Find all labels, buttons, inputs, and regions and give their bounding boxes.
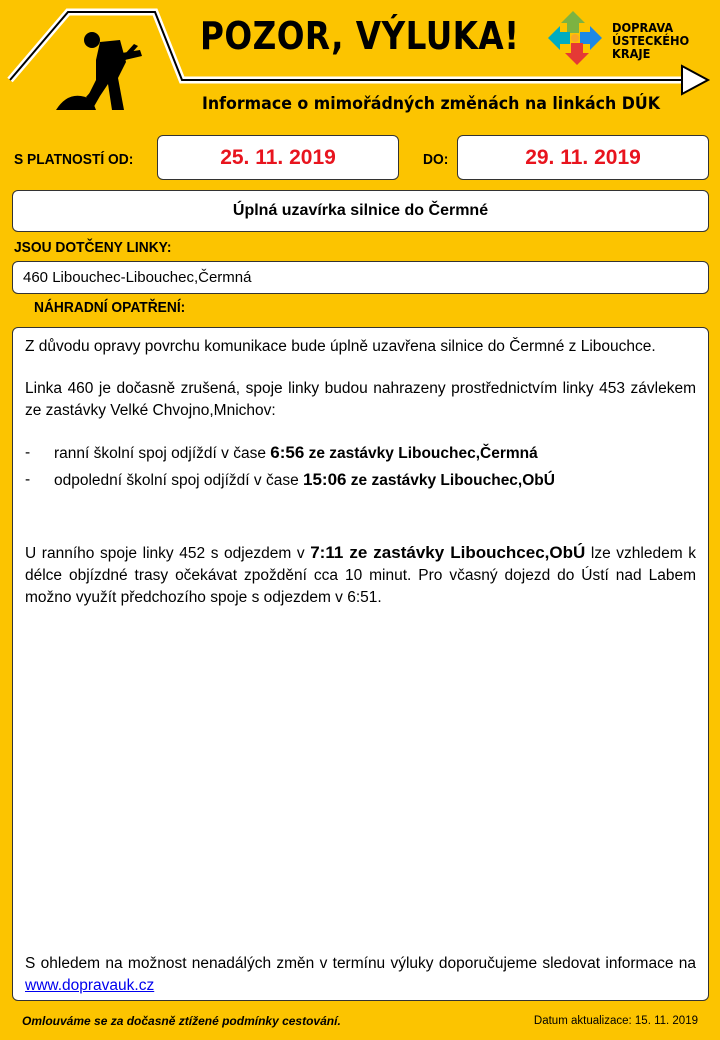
page-subtitle: Informace o mimořádných změnách na linkách DÚK [202,94,660,114]
list-dash: - [25,471,31,488]
affected-lines-label: JSOU DOTČENY LINKY: [14,239,172,256]
measures-paragraph: Linka 460 je dočasně zrušená, spoje linky budou nahrazeny prostřednictvím linky 453 závlekem ze zastávky Velké Chvojno,Mnichov: [25,380,696,419]
page-title: POZOR, VÝLUKA! [200,14,520,58]
brand-line: KRAJE [612,47,651,61]
website-link[interactable]: www.dopravauk.cz [25,977,155,994]
closing-text: S ohledem na možnost nenadálých změn v termínu výluky doporučujeme sledovat informace na [25,955,696,972]
list-item-text: ranní školní spoj odjíždí v čase [54,445,271,462]
affected-lines-text: 460 Libouchec-Libouchec,Čermná [23,269,252,286]
measures-paragraph [25,542,696,609]
brand-line: ÚSTECKÉHO [612,34,690,48]
closure-title: Úplná uzavírka silnice do Čermné [12,190,709,232]
departure-stop: ze zastávky Libouchec,ObÚ [346,472,555,489]
header [0,0,720,135]
apology-text: Omlouváme se za dočasně ztížené podmínky cestování. [22,1014,341,1028]
delay-text-end: lze vzhledem k délce objízdné trasy očekávat zpoždění cca 10 minut. Pro včasný dojezd do Ústí nad Labem možno využít předchozího spoje s odjezdem v 6:51. [25,545,696,606]
departure-stop: ze zastávky Libouchec,Čermná [304,445,538,462]
bullet-list [25,442,696,492]
list-item [25,442,696,465]
list-item [25,469,696,492]
brand-line: DOPRAVA [612,21,674,35]
list-dash: - [25,444,31,461]
road-worker-icon [56,32,142,110]
list-item-text: odpolední školní spoj odjíždí v čase [54,472,304,489]
measures-label: NÁHRADNÍ OPATŘENÍ: [34,299,186,316]
measures-box [12,327,709,1001]
valid-from-label: S PLATNOSTÍ OD: [14,151,134,168]
valid-to-label: DO: [423,151,449,168]
measures-paragraph: Z důvodu opravy povrchu komunikace bude úplně uzavřena silnice do Čermné z Libouchce. [25,338,656,355]
affected-lines-box [12,261,709,294]
brand-name [612,22,689,61]
closing-paragraph [25,953,696,997]
delay-departure: 7:11 ze zastávky Libouchcec,ObÚ [310,543,586,562]
departure-time: 15:06 [303,470,347,489]
delay-text-start: U ranního spoje linky 452 s odjezdem v [25,545,311,562]
arrow-right-icon [682,66,708,94]
valid-to-date: 29. 11. 2019 [457,135,709,180]
valid-from-date: 25. 11. 2019 [157,135,399,180]
update-date: Datum aktualizace: 15. 11. 2019 [533,1015,698,1027]
departure-time: 6:56 [270,443,305,462]
duk-logo-icon [548,11,602,65]
